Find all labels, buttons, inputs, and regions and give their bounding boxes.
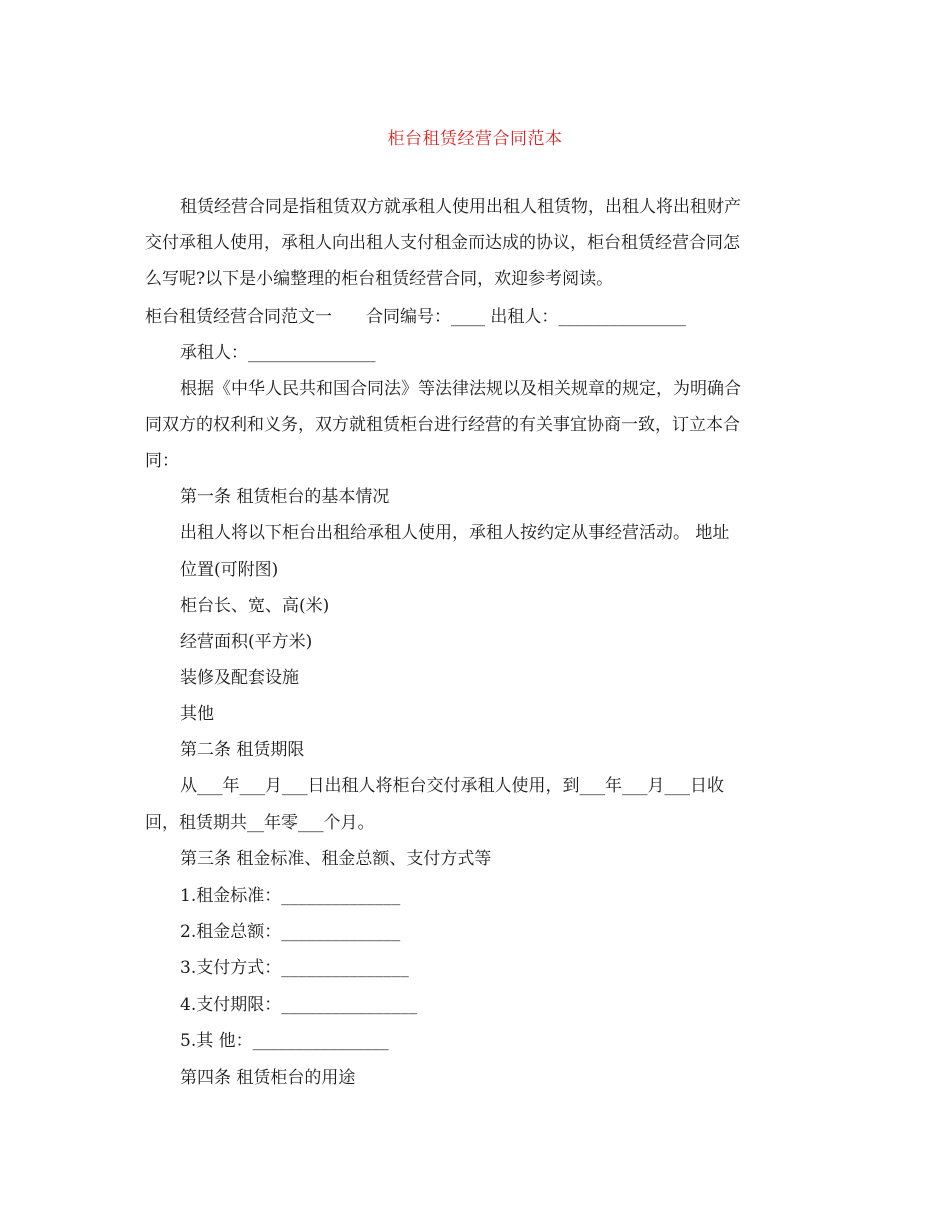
preamble-line-2: 同双方的权利和义务，双方就租赁柜台进行经营的有关事宜协商一致，订立本合 [145,415,740,435]
article-3-title: 第三条 租金标准、租金总额、支付方式等 [180,849,492,869]
article-2-title: 第二条 租赁期限 [180,740,305,760]
article-3-item-5: 5.其 他：________________ [180,1031,389,1051]
article-3-item-3: 3.支付方式：_______________ [180,958,409,978]
article-1-line-4: 经营面积(平方米) [180,632,313,652]
article-1-line-3: 柜台长、宽、高(米) [180,596,330,616]
article-2-line-1: 从___年___月___日出租人将柜台交付承租人使用，到___年___月___日收 [180,776,724,796]
article-3-item-2: 2.租金总额：______________ [180,922,401,942]
article-1-line-1: 出租人将以下柜台出租给承租人使用，承租人按约定从事经营活动。 地址 [180,523,730,543]
article-2-line-2: 回，租赁期共__年零___个月。 [145,813,375,833]
intro-line-3: 么写呢?以下是小编整理的柜台租赁经营合同，欢迎参考阅读。 [145,269,614,289]
intro-line-2: 交付承租人使用，承租人向出租人支付租金而达成的协议，柜台租赁经营合同怎 [145,233,740,253]
article-1-line-6: 其他 [180,704,214,724]
preamble-line-1: 根据《中华人民共和国合同法》等法律法规以及相关规章的规定，为明确合 [180,379,741,399]
article-1-line-2: 位置(可附图) [180,560,279,580]
article-4-title: 第四条 租赁柜台的用途 [180,1068,356,1088]
document-title: 柜台租赁经营合同范本 [387,129,563,149]
article-1-title: 第一条 租赁柜台的基本情况 [180,487,390,507]
article-3-item-4: 4.支付期限：________________ [180,995,418,1015]
lessee-line: 承租人：_______________ [180,343,376,363]
article-1-line-5: 装修及配套设施 [180,668,299,688]
preamble-line-3: 同： [145,451,179,471]
contract-header-line: 柜台租赁经营合同范文一 合同编号：____ 出租人：_______________ [145,307,686,327]
intro-line-1: 租赁经营合同是指租赁双方就承租人使用出租人租赁物，出租人将出租财产 [180,197,741,217]
article-3-item-1: 1.租金标准：______________ [180,886,401,906]
